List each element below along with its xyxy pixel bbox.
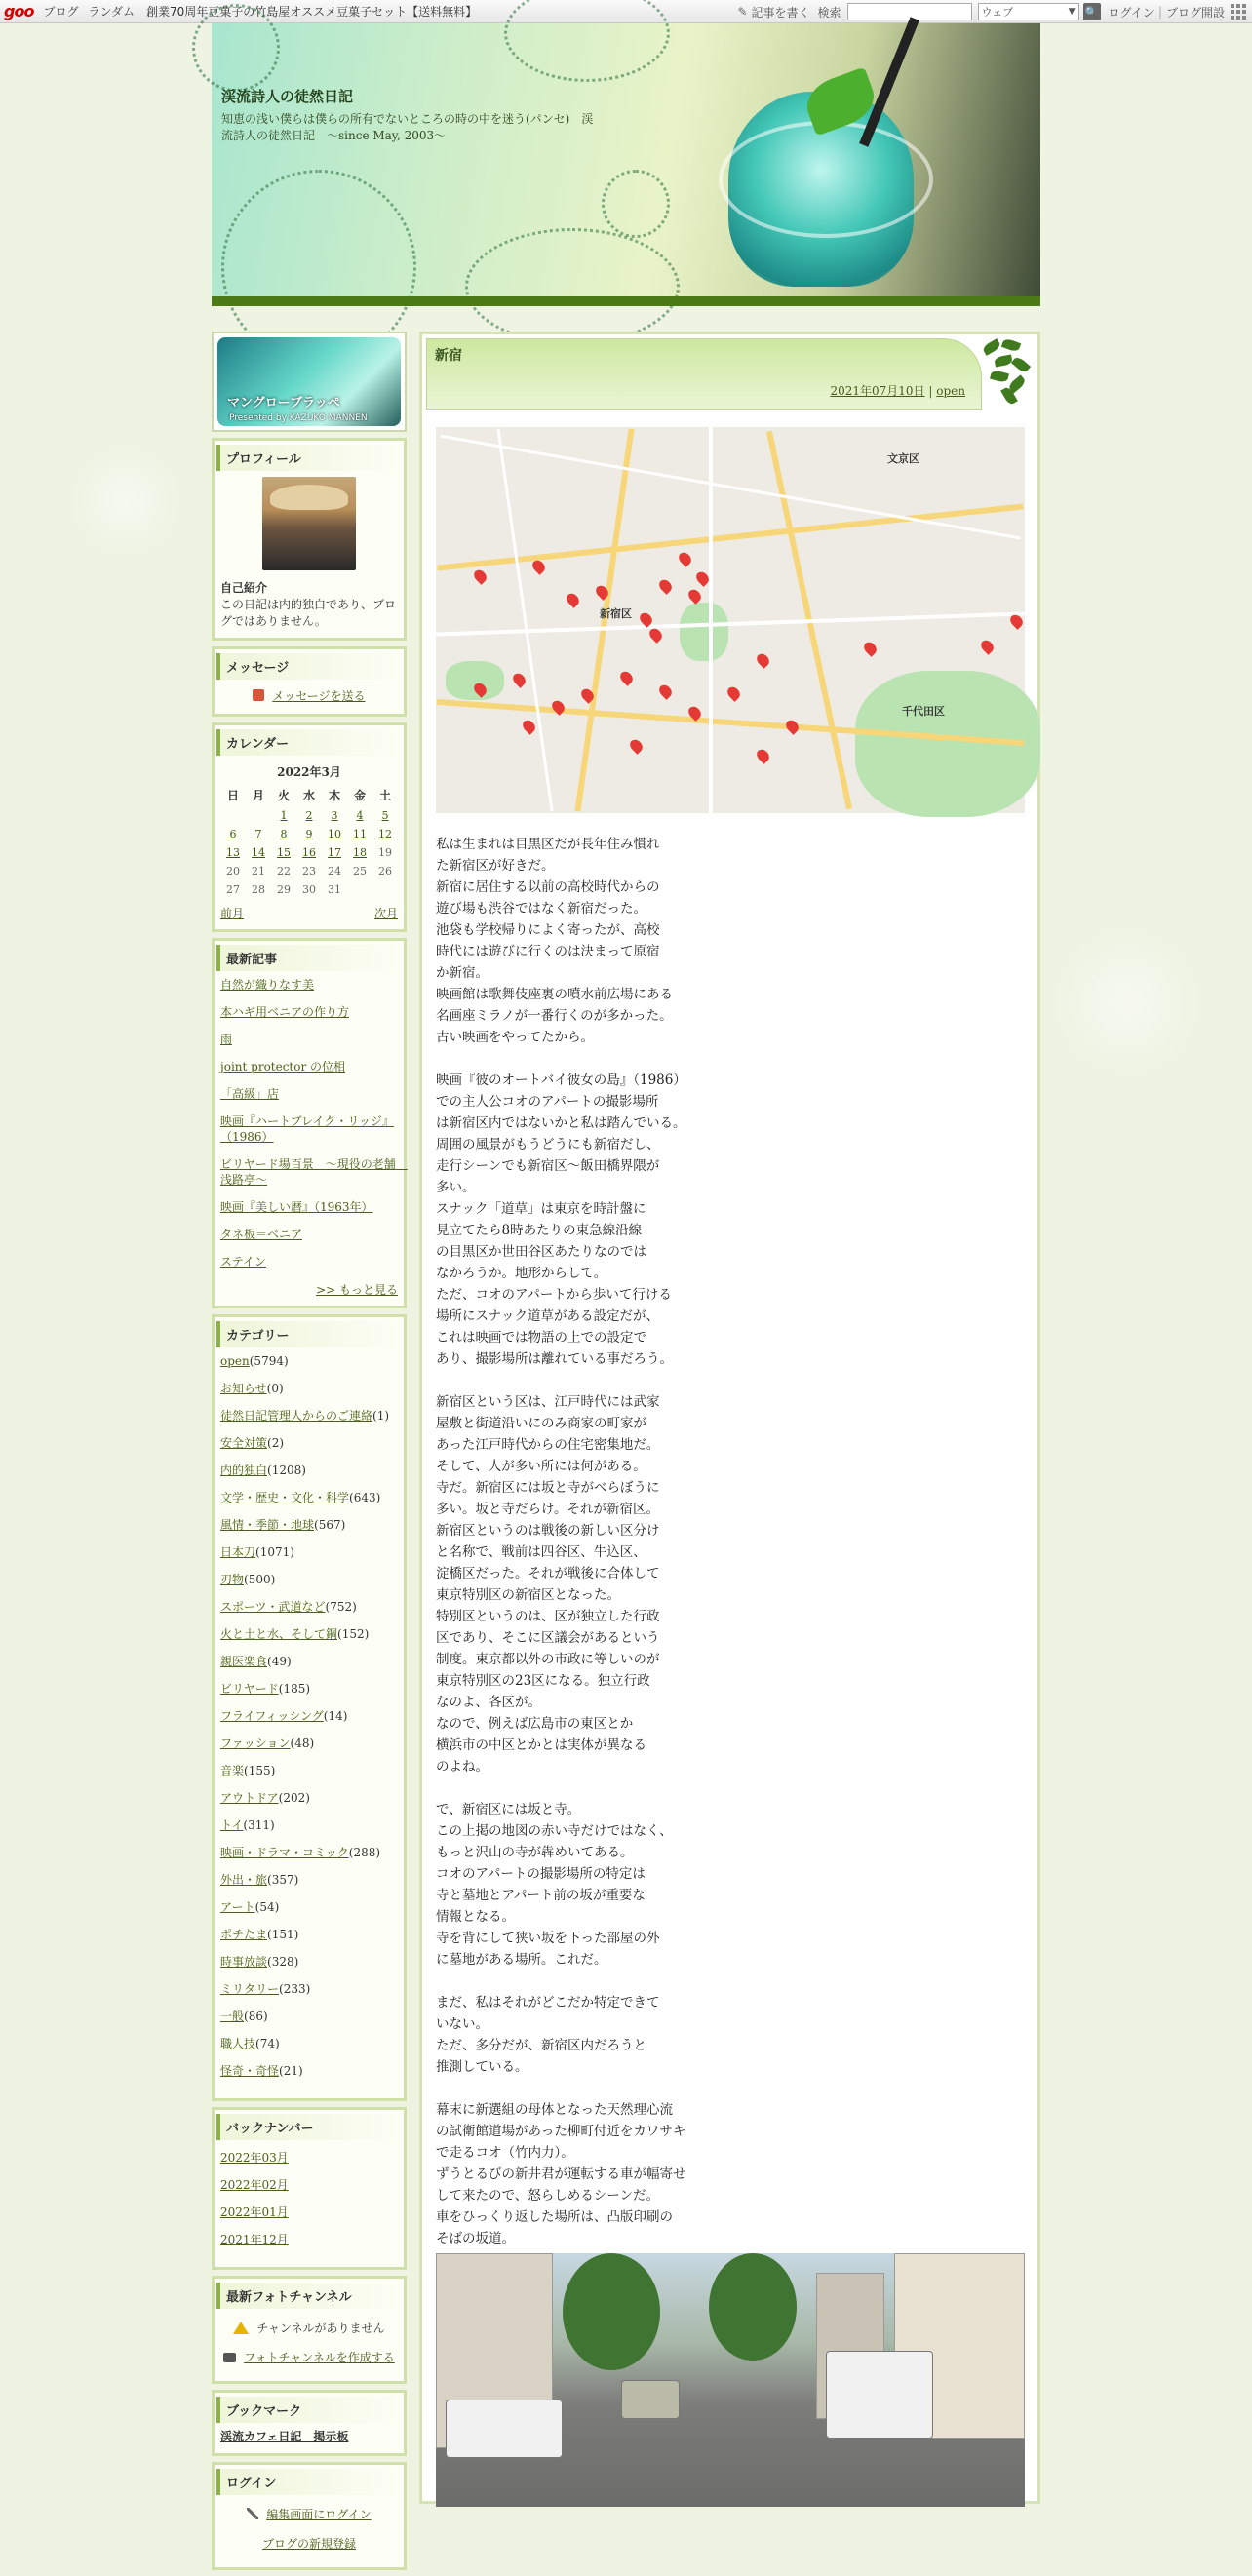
create-channel-link[interactable]: フォトチャンネルを作成する bbox=[244, 2351, 395, 2364]
category-link[interactable]: 職人技 bbox=[220, 2037, 256, 2050]
new-blog-link[interactable]: ブログの新規登録 bbox=[261, 2537, 356, 2551]
blog-title[interactable]: 渓流詩人の徒然日記 bbox=[221, 88, 354, 105]
map-label: 文京区 bbox=[887, 452, 919, 465]
calendar-day: 27 bbox=[226, 883, 240, 896]
calendar-weekday: 日 bbox=[226, 789, 239, 802]
category-item bbox=[220, 1517, 398, 1533]
category-link[interactable]: スポーツ・武道など bbox=[220, 1600, 326, 1614]
search-label: 検索 bbox=[817, 5, 841, 20]
lace-decoration bbox=[602, 170, 670, 238]
category-count: (185) bbox=[278, 1682, 311, 1696]
calendar-day-link[interactable]: 16 bbox=[302, 846, 316, 859]
banner-image bbox=[217, 337, 401, 426]
category-count: (357) bbox=[267, 1873, 299, 1887]
category-item bbox=[220, 1954, 398, 1970]
category-count: (49) bbox=[267, 1655, 292, 1668]
category-count: (288) bbox=[348, 1846, 381, 1859]
calendar-day bbox=[347, 806, 372, 825]
glass-rim bbox=[719, 121, 933, 238]
header-bottom-bar bbox=[212, 296, 1040, 306]
category-link[interactable]: 内的独白 bbox=[220, 1464, 268, 1477]
calendar-day: 26 bbox=[378, 865, 392, 878]
calendar-day bbox=[296, 843, 322, 862]
edit-login-row bbox=[220, 2501, 398, 2530]
category-link[interactable]: 刃物 bbox=[220, 1573, 245, 1586]
calendar-day bbox=[220, 806, 246, 825]
backnumber-item bbox=[220, 2232, 398, 2247]
calendar-day: 23 bbox=[302, 865, 316, 878]
category-item bbox=[220, 1490, 398, 1505]
send-message-link[interactable]: メッセージを送る bbox=[272, 689, 366, 703]
search-scope-select[interactable] bbox=[978, 3, 1079, 20]
search-scope-value: ウェブ bbox=[981, 6, 1014, 19]
apps-grid-icon[interactable] bbox=[1231, 4, 1246, 20]
new-blog-row bbox=[220, 2530, 398, 2559]
category-item bbox=[220, 1899, 398, 1915]
calendar-day bbox=[347, 825, 372, 843]
category-count: (14) bbox=[323, 1709, 348, 1723]
category-count: (5794) bbox=[249, 1354, 289, 1368]
category-item bbox=[220, 1872, 398, 1888]
recent-post-item bbox=[220, 1156, 408, 1188]
calendar-day bbox=[347, 843, 372, 862]
recent-post-link[interactable]: 映画『ハートブレイク・リッジ』（1986） bbox=[220, 1114, 394, 1144]
meta-separator: | bbox=[928, 384, 933, 398]
calendar-day bbox=[246, 825, 271, 843]
calendar-day bbox=[372, 880, 398, 899]
category-item bbox=[220, 1790, 398, 1806]
category-item bbox=[220, 1763, 398, 1778]
category-count: (311) bbox=[243, 1818, 275, 1832]
calendar-heading: カレンダー bbox=[216, 729, 398, 756]
backnumber-link[interactable]: 2022年03月 bbox=[220, 2151, 289, 2165]
calendar-day bbox=[296, 825, 322, 843]
lace-decoration bbox=[465, 228, 680, 345]
pencil-icon bbox=[247, 2508, 258, 2519]
lace-decoration bbox=[192, 4, 280, 92]
category-item bbox=[220, 1981, 398, 1997]
recent-post-item bbox=[220, 1199, 398, 1215]
calendar-weekday: 水 bbox=[302, 789, 315, 802]
category-link[interactable]: 火と土と水、そして鋼 bbox=[220, 1627, 338, 1641]
profile-intro-label: 自己紹介 bbox=[220, 581, 268, 595]
calendar-month: 2022年3月 bbox=[277, 765, 341, 779]
category-link[interactable]: open bbox=[220, 1354, 250, 1368]
category-link[interactable]: アウトドア bbox=[220, 1791, 279, 1805]
banner-title: マングローブラッペ bbox=[227, 396, 340, 410]
recent-post-link[interactable]: 自然が織りなす美 bbox=[220, 978, 315, 992]
category-item bbox=[220, 1381, 398, 1396]
profile-photo bbox=[262, 477, 356, 570]
category-link[interactable]: 文学・歴史・文化・科学 bbox=[220, 1491, 350, 1504]
create-channel-row bbox=[220, 2344, 398, 2373]
category-item bbox=[220, 1708, 398, 1724]
entry-body-text: 私は生まれは目黒区だが長年住み慣れ た新宿区が好きだ。 新宿に居住する以前の高校時代からの 遊び場も渋谷ではなく新宿だった。 池袋も学校帰りによく寄ったが、高校 時代には遊びに行くのは決まって原宿 か新宿。 映画館は歌舞伎座裏の噴水前広場にある 名画座ミラノが一番行くのが多かった。 古い映画をやってたから。 映画『彼のオートバイ彼女の島』（1986） での主人公コオのアパートの撮影場所 は新宿区内ではないかと私は踏んでいる。 周囲の風景がもうどうにも新宿だし、 走行シーンでも新宿区～飯田橋界隈が 多い。 スナック「道草」は東京を時計盤に 見立てたら8時あたりの東急線沿線 の目黒区か世田谷区あたりなのでは なかろうか。地形からして。 ただ、コオのアパートから歩いて行ける 場所にスナック道草がある設定だが、 これは映画では物語の上での設定で あり、撮影場所は離れている事だろう。 新宿区という区は、江戸時代には武家 屋敷と街道沿いにのみ商家の町家が あった江戸時代からの住宅密集地だ。 そして、人が多い所には何がある。 寺だ。新宿区には坂と寺がべらぼうに 多い。坂と寺だらけ。それが新宿区。 新宿区というのは戦後の新しい区分け と名称で、戦前は四谷区、牛込区、 淀橋区だった。それが戦後に合体して 東京特別区の新宿区となった。 特別区というのは、区が独立した行政 区であり、そこに区議会があるという 制度。東京都以外の市政に等しいのが 東京特別区の23区になる。独立行政 なのよ、各区が。 なので、例えば広島市の東区とか 横浜市の中区とかとは実体が異なる のよね。 で、新宿区には坂と寺。 この上掲の地図の赤い寺だけではなく、 もっと沢山の寺が犇めいてある。 コオのアパートの撮影場所の特定は 寺と墓地とアパート前の坂が重要な 情報となる。 寺を背にして狭い坂を下った部屋の外 に墓地がある場所。これだ。 まだ、私はそれがどこだか特定できて いない。 ただ、多分だが、新宿区内だろうと 推測している。 幕末に新選組の母体となった天然理心流 の試衛館道場があった柳町付近をカワサキ で走るコオ（竹内力）。 ずうとるびの新井君が運転する車が幅寄せ して来たので、怒らしめるシーンだ。 車をひっくり返した場所は、凸版印刷の そばの坂道。 bbox=[436, 837, 686, 2246]
category-link[interactable]: アート bbox=[220, 1900, 255, 1914]
entry-date-link[interactable]: 2021年07月10日 bbox=[830, 384, 925, 398]
chevron-down-icon: ▼ bbox=[1068, 7, 1076, 17]
category-link[interactable]: 時事放談 bbox=[220, 1955, 268, 1969]
envelope-icon bbox=[253, 689, 264, 701]
recent-post-item bbox=[220, 1004, 398, 1020]
backnumber-heading: バックナンバー bbox=[216, 2114, 398, 2140]
calendar-table bbox=[220, 784, 398, 899]
category-item bbox=[220, 2036, 398, 2051]
recent-post-item bbox=[220, 1227, 398, 1242]
categories-box bbox=[212, 1314, 407, 2101]
category-item bbox=[220, 1681, 398, 1697]
calendar-day-link[interactable]: 6 bbox=[229, 828, 237, 840]
calendar-day bbox=[347, 880, 372, 899]
calendar-day: 29 bbox=[277, 883, 291, 896]
camera-icon bbox=[223, 2353, 236, 2362]
calendar-weekday: 月 bbox=[252, 789, 264, 802]
category-item bbox=[220, 1435, 398, 1451]
category-item bbox=[220, 1408, 398, 1424]
profile-intro bbox=[220, 580, 398, 630]
toolbar-link-random[interactable]: ランダム bbox=[88, 5, 135, 19]
warning-icon bbox=[233, 2322, 249, 2334]
category-link[interactable]: 映画・ドラマ・コミック bbox=[220, 1846, 349, 1859]
calendar-day: 19 bbox=[378, 846, 392, 859]
calendar-day: 30 bbox=[302, 883, 316, 896]
calendar-day-link[interactable]: 11 bbox=[353, 828, 367, 840]
calendar-day-link[interactable]: 9 bbox=[305, 828, 313, 840]
category-count: (233) bbox=[279, 1982, 311, 1996]
calendar-day bbox=[271, 806, 296, 825]
calendar-day: 20 bbox=[226, 865, 240, 878]
backnumber-box bbox=[212, 2107, 407, 2270]
category-link[interactable]: トイ bbox=[220, 1818, 244, 1832]
entry-category-link[interactable]: open bbox=[936, 384, 965, 398]
pencil-icon: ✎ bbox=[737, 5, 748, 19]
write-article-link[interactable]: 記事を書く bbox=[751, 5, 810, 20]
calendar-weekday: 土 bbox=[378, 789, 391, 802]
message-heading: メッセージ bbox=[216, 653, 398, 680]
photo-channel-heading: 最新フォトチャンネル bbox=[216, 2283, 398, 2309]
divider: | bbox=[1157, 5, 1162, 19]
category-link[interactable]: 音楽 bbox=[220, 1764, 245, 1777]
backnumber-item bbox=[220, 2150, 398, 2166]
category-count: (500) bbox=[244, 1573, 276, 1586]
category-count: (151) bbox=[267, 1928, 299, 1941]
backnumber-item bbox=[220, 2177, 398, 2193]
calendar-day-link[interactable]: 4 bbox=[356, 809, 364, 822]
blog-description: 知恵の浅い僕らは僕らの所有でないところの時の中を迷う(パンセ) 渓流詩人の徒然日記 ～since May, 2003～ bbox=[221, 112, 594, 142]
calendar-day: 31 bbox=[328, 883, 341, 896]
calendar-day bbox=[372, 806, 398, 825]
category-item bbox=[220, 1654, 398, 1669]
recent-post-link[interactable]: 映画『美しい暦』（1963年） bbox=[220, 1200, 373, 1214]
category-count: (152) bbox=[337, 1627, 370, 1641]
message-box bbox=[212, 646, 407, 717]
toolbar-ad-link[interactable]: 創業70周年豆菓子の竹島屋オススメ豆菓子セット【送料無料】 bbox=[145, 5, 478, 19]
categories-heading: カテゴリー bbox=[216, 1321, 398, 1347]
category-count: (567) bbox=[314, 1518, 346, 1532]
recent-post-item bbox=[220, 1254, 398, 1269]
category-link[interactable]: フライフィッシング bbox=[220, 1709, 324, 1723]
category-item bbox=[220, 1736, 398, 1751]
recent-post-link[interactable]: joint protector の位相 bbox=[220, 1060, 346, 1073]
calendar-day-link[interactable]: 14 bbox=[252, 846, 265, 859]
calendar-day bbox=[220, 843, 246, 862]
edit-login-link[interactable]: 編集画面にログイン bbox=[266, 2508, 372, 2521]
category-count: (752) bbox=[325, 1600, 357, 1614]
category-item bbox=[220, 1463, 398, 1478]
category-link[interactable]: 安全対策 bbox=[220, 1436, 268, 1450]
category-count: (328) bbox=[267, 1955, 299, 1969]
photo-channel-box bbox=[212, 2276, 407, 2384]
sidebar-banner[interactable] bbox=[212, 332, 407, 432]
login-heading: ログイン bbox=[216, 2469, 398, 2495]
street-photo bbox=[436, 2253, 1025, 2507]
open-blog-link[interactable]: ブログ開設 bbox=[1165, 5, 1225, 20]
category-count: (202) bbox=[278, 1791, 310, 1805]
category-link[interactable]: 一般 bbox=[220, 2010, 245, 2023]
category-count: (74) bbox=[255, 2037, 280, 2050]
bookmark-box bbox=[212, 2390, 407, 2456]
calendar-day bbox=[322, 806, 347, 825]
calendar-day-link[interactable]: 5 bbox=[381, 809, 389, 822]
more-posts-link[interactable]: >> もっと見る bbox=[316, 1283, 398, 1297]
calendar-day-link[interactable]: 10 bbox=[328, 828, 341, 840]
category-count: (1208) bbox=[267, 1464, 306, 1477]
categories-list bbox=[220, 1353, 398, 2079]
calendar-day-link[interactable]: 1 bbox=[280, 809, 288, 822]
recent-post-item bbox=[220, 1086, 398, 1102]
no-channel-row bbox=[220, 2315, 398, 2344]
recent-post-link[interactable]: 「高級」店 bbox=[220, 1087, 280, 1101]
calendar-day-link[interactable]: 18 bbox=[353, 846, 367, 859]
calendar-day-link[interactable]: 7 bbox=[254, 828, 262, 840]
calendar-day: 24 bbox=[328, 865, 341, 878]
category-link[interactable]: お知らせ bbox=[220, 1382, 267, 1395]
calendar-day bbox=[246, 806, 271, 825]
calendar-day bbox=[220, 825, 246, 843]
category-item bbox=[220, 1544, 398, 1560]
category-item bbox=[220, 1353, 398, 1369]
calendar-day bbox=[322, 843, 347, 862]
profile-box bbox=[212, 438, 407, 641]
calendar-day-link[interactable]: 12 bbox=[378, 828, 392, 840]
toolbar-link-blog[interactable]: ブログ bbox=[43, 5, 79, 19]
calendar-day-link[interactable]: 13 bbox=[226, 846, 240, 859]
calendar-day bbox=[271, 825, 296, 843]
recent-post-link[interactable]: タネ板＝ベニア bbox=[220, 1228, 303, 1241]
calendar-day: 21 bbox=[252, 865, 265, 878]
calendar-day-link[interactable]: 8 bbox=[280, 828, 288, 840]
calendar-day bbox=[271, 843, 296, 862]
entry-title[interactable]: 新宿 bbox=[435, 348, 462, 364]
calendar-day-link[interactable]: 3 bbox=[331, 809, 338, 822]
leaf-decoration-icon bbox=[973, 336, 1034, 405]
calendar-day bbox=[296, 806, 322, 825]
category-item bbox=[220, 1927, 398, 1942]
category-item bbox=[220, 1817, 398, 1833]
calendar-day bbox=[246, 843, 271, 862]
category-link[interactable]: 日本刀 bbox=[220, 1545, 256, 1559]
category-count: (48) bbox=[290, 1737, 315, 1750]
calendar-weekday: 金 bbox=[353, 789, 366, 802]
category-count: (155) bbox=[244, 1764, 276, 1777]
calendar-prev-link[interactable]: 前月 bbox=[220, 907, 245, 920]
blog-header bbox=[212, 23, 1040, 306]
lace-decoration bbox=[504, 0, 670, 82]
calendar-weekday: 木 bbox=[328, 789, 340, 802]
category-count: (1071) bbox=[255, 1545, 294, 1559]
recent-post-item bbox=[220, 1032, 398, 1047]
bookmark-heading: ブックマーク bbox=[216, 2397, 398, 2423]
banner-subtitle: Presented by KAZUKO MANNEN bbox=[229, 413, 368, 423]
calendar-day-link[interactable]: 17 bbox=[328, 846, 341, 859]
category-link[interactable]: ビリヤード bbox=[220, 1682, 279, 1696]
category-count: (2) bbox=[267, 1436, 285, 1450]
login-box bbox=[212, 2462, 407, 2570]
recent-post-item bbox=[220, 1059, 398, 1074]
bookmark-link[interactable]: 渓流カフェ日記 掲示板 bbox=[220, 2430, 349, 2443]
calendar-day-link[interactable]: 2 bbox=[305, 809, 313, 822]
category-count: (1) bbox=[372, 1409, 390, 1423]
category-count: (86) bbox=[244, 2010, 268, 2023]
calendar-box bbox=[212, 722, 407, 932]
calendar-day: 28 bbox=[252, 883, 265, 896]
calendar bbox=[220, 763, 398, 921]
category-link[interactable]: 徒然日記管理人からのご連絡 bbox=[220, 1409, 373, 1423]
calendar-day: 22 bbox=[277, 865, 291, 878]
backnumber-item bbox=[220, 2205, 398, 2220]
category-item bbox=[220, 1572, 398, 1587]
recent-posts-box bbox=[212, 938, 407, 1308]
category-link[interactable]: 親医楽食 bbox=[220, 1655, 268, 1668]
entry-meta bbox=[830, 382, 965, 399]
recent-post-link[interactable]: ステイン bbox=[220, 1255, 266, 1268]
category-item bbox=[220, 1845, 398, 1860]
goo-logo[interactable]: goo bbox=[4, 2, 34, 20]
send-message-row bbox=[220, 685, 398, 706]
category-item bbox=[220, 2063, 398, 2079]
map-label: 新宿区 bbox=[600, 607, 632, 620]
search-button[interactable] bbox=[1083, 3, 1101, 20]
main-column bbox=[419, 332, 1040, 2504]
search-icon: 🔍 bbox=[1084, 5, 1099, 19]
login-link[interactable]: ログイン bbox=[1108, 5, 1154, 20]
recent-post-item bbox=[220, 1113, 398, 1145]
calendar-day-link[interactable]: 15 bbox=[277, 846, 291, 859]
profile-heading: プロフィール bbox=[216, 445, 398, 471]
category-item bbox=[220, 1599, 398, 1615]
category-link[interactable]: ファッション bbox=[220, 1737, 291, 1750]
backnumber-list bbox=[220, 2146, 398, 2247]
calendar-next-link[interactable]: 次月 bbox=[373, 907, 398, 920]
recent-post-link[interactable]: ビリヤード場百景 ～現役の老舗 浅路亭～ bbox=[220, 1157, 408, 1187]
map-image bbox=[436, 427, 1025, 813]
category-count: (643) bbox=[349, 1491, 381, 1504]
recent-posts-list bbox=[220, 977, 408, 1269]
backnumber-link[interactable]: 2021年12月 bbox=[220, 2233, 289, 2246]
entry-header bbox=[426, 338, 982, 410]
category-link[interactable]: 外出・旅 bbox=[220, 1873, 268, 1887]
backnumber-link[interactable]: 2022年01月 bbox=[220, 2205, 289, 2219]
recent-post-link[interactable]: 雨 bbox=[220, 1033, 233, 1046]
profile-intro-text: この日記は内的独白であり、ブログではありません。 bbox=[220, 598, 397, 628]
calendar-day bbox=[322, 825, 347, 843]
category-link[interactable]: 怪奇・奇怪 bbox=[220, 2064, 280, 2078]
sidebar bbox=[212, 332, 407, 2576]
recent-posts-heading: 最新記事 bbox=[216, 945, 398, 971]
category-count: (54) bbox=[254, 1900, 280, 1914]
category-item bbox=[220, 2009, 398, 2024]
category-link[interactable]: 風情・季節・地球 bbox=[220, 1518, 315, 1532]
recent-post-item bbox=[220, 977, 398, 993]
backnumber-link[interactable]: 2022年02月 bbox=[220, 2178, 289, 2192]
category-item bbox=[220, 1626, 398, 1642]
no-channel-text: チャンネルがありません bbox=[256, 2322, 385, 2335]
category-link[interactable]: ポチたま bbox=[220, 1928, 268, 1941]
calendar-day bbox=[372, 825, 398, 843]
category-link[interactable]: ミリタリー bbox=[220, 1982, 280, 1996]
category-count: (0) bbox=[266, 1382, 284, 1395]
calendar-day: 25 bbox=[353, 865, 367, 878]
calendar-weekday: 火 bbox=[277, 789, 290, 802]
map-label: 千代田区 bbox=[902, 705, 945, 718]
recent-post-link[interactable]: 本ハギ用ベニアの作り方 bbox=[220, 1005, 350, 1019]
category-count: (21) bbox=[279, 2064, 303, 2078]
